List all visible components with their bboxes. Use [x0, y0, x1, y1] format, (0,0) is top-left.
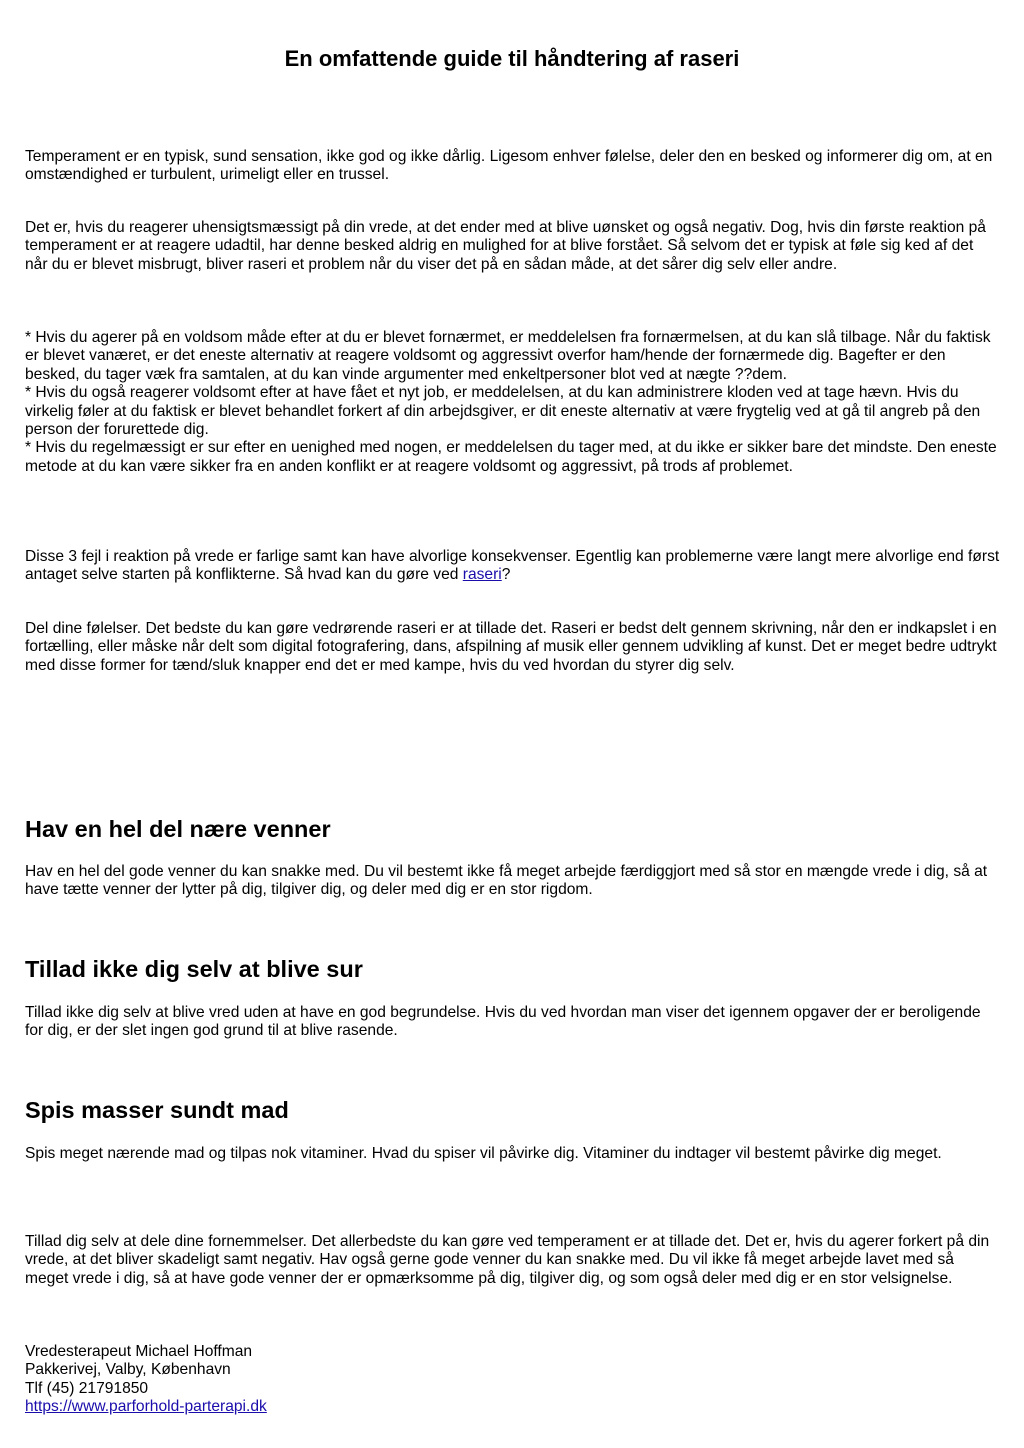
section-body-anger: Tillad ikke dig selv at blive vred uden at have en god begrundelse. Hvis du ved hvordan man viser det igennem opgaver der er beroligende for dig, er der slet ingen god grund til at blive rasende. — [25, 1004, 981, 1040]
contact-block — [25, 1343, 1000, 1417]
section-body-friends: Hav en hel del gode venner du kan snakke med. Du vil bestemt ikke få meget arbejde færdiggjort med så stor en mængde vrede i dig, så at have tætte venner der lytter på dig, tilgiver dig, og deler med dig er en stor rigdom. — [25, 863, 988, 899]
section-heading-anger: Tillad ikke dig selv at blive sur — [25, 956, 363, 982]
section-heading-food: Spis masser sundt mad — [25, 1097, 289, 1123]
bullet-item: * Hvis du agerer på en voldsom måde efter at du er blevet fornærmet, er meddelelsen fra fornærmelsen, at du kan slå tilbage. Når du faktisk er blevet vanæret, er det eneste alternativ at reagere voldsomt og aggressivt overfor ham/hende der fornærmede dig. Bagefter er den besked, du tager væk fra samtalen, at du kan vinde argumenter med enkeltpersoner blot ved at nægte ??dem. — [25, 329, 991, 383]
section-heading-friends: Hav en hel del nære venner — [25, 816, 331, 842]
document-title: En omfattende guide til håndtering af raseri — [284, 46, 740, 71]
contact-name: Vredesterapeut Michael Hoffman — [25, 1343, 253, 1360]
intro-paragraph-4 — [25, 548, 1000, 585]
section-body-food: Spis meget nærende mad og tilpas nok vitaminer. Hvad du spiser vil påvirke dig. Vitaminer du indtager vil bestemt påvirke dig meget. — [25, 1145, 942, 1162]
raseri-link[interactable]: raseri — [462, 566, 502, 584]
contact-phone: Tlf (45) 21791850 — [25, 1379, 149, 1397]
intro-paragraph-1: Temperament er en typisk, sund sensation, ikke god og ikke dårlig. Ligesom enhver følelse, deler den en besked og informerer dig om, at en omstændighed er turbulent, urimeligt eller en trussel. — [25, 148, 993, 184]
paragraph-text-end: ? — [501, 566, 511, 584]
website-link[interactable]: https://www.parforhold-parterapi.dk — [25, 1398, 267, 1416]
intro-paragraph-5: Del dine følelser. Det bedste du kan gøre vedrørende raseri er at tillade det. Raseri er bedst delt gennem skrivning, når den er indkapslet i en fortælling, eller måske når delt som digital fotografering, dans, afspilning af musik eller gennem udvikling af kunst. Det er meget bedre udtrykt med disse former for tænd/sluk knapper end det er med kampe, hvis du ved hvordan du styrer dig selv. — [25, 620, 997, 674]
bullet-item: * Hvis du også reagerer voldsomt efter at have fået et nyt job, er meddelelsen, at du kan administrere kloden ved at tage hævn. Hvis du virkelig føler at du faktisk er blevet behandlet forkert af din arbejdsgiver, er dit eneste alternativ at være frygtelig ved at gå til angreb på den person der forurettede dig. — [25, 384, 981, 439]
bullet-item: * Hvis du regelmæssigt er sur efter en uenighed med nogen, er meddelelsen du tager med, at du ikke er sikker bare det mindste. Den eneste metode at du kan være sikker fra en anden konflikt er at reagere voldsomt og aggressivt, på trods af problemet. — [25, 439, 997, 475]
closing-paragraph: Tillad dig selv at dele dine fornemmelser. Det allerbedste du kan gøre ved temperament er at tillade det. Det er, hvis du agerer forkert på din vrede, at det bliver skadeligt samt negativ. Hav også gerne gode venner du kan snakke med. Du vil ikke få meget arbejde lavet med så meget vrede i dig, så at have gode venner der er opmærksomme på dig, tilgiver dig, og som også deler med dig er en stor velsignelse. — [25, 1233, 990, 1287]
contact-address: Pakkerivej, Valby, København — [25, 1361, 231, 1379]
bullet-list — [25, 329, 1000, 476]
paragraph-text: Disse 3 fejl i reaktion på vrede er farlige samt kan have alvorlige konsekvenser. Egentlig kan problemerne være langt mere alvorlige end først antaget selve starten på konflikterne. Så hvad kan du gøre ved — [25, 548, 1000, 584]
intro-paragraph-2: Det er, hvis du reagerer uhensigtsmæssigt på din vrede, at det ender med at blive uønsket og også negativ. Dog, hvis din første reaktion på temperament er at reagere udadtil, har denne besked aldrig en mulighed for at blive forstået. Så selvom det er typisk at føle sig ked af det når du er blevet misbrugt, bliver raseri et problem når du viser det på en sådan måde, at det sårer dig selv eller andre. — [25, 219, 986, 273]
